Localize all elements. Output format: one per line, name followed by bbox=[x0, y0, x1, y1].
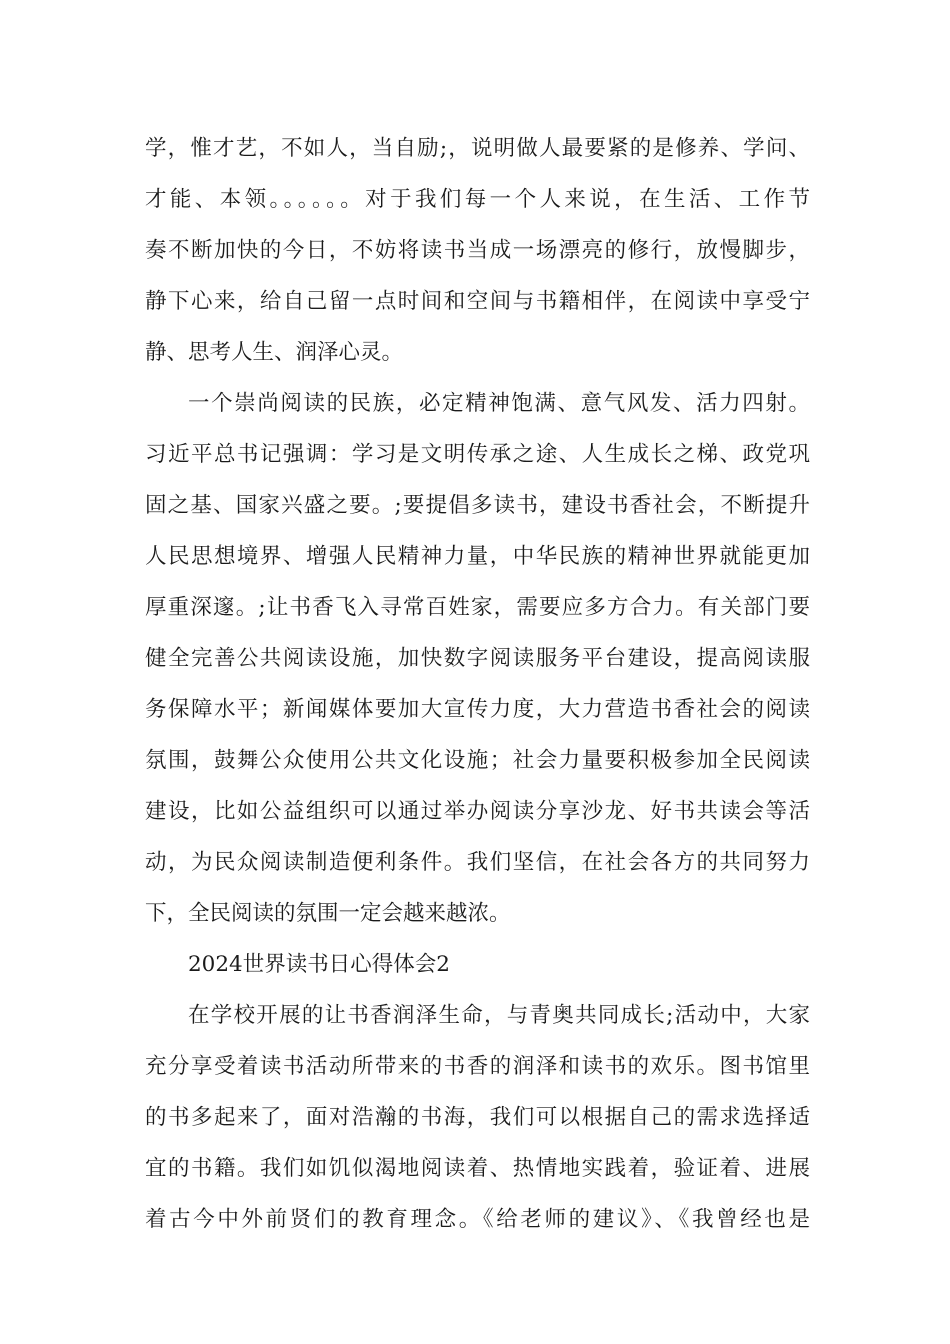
paragraph-2-line-7: 务保障水平；新闻媒体要加大宣传力度，大力营造书香社会的阅读 bbox=[145, 697, 810, 722]
paragraph-3-line-1: 在学校开展的让书香润泽生命，与青奥共同成长;活动中，大家 bbox=[188, 1003, 810, 1028]
paragraph-2-line-3: 固之基、国家兴盛之要。;要提倡多读书，建设书香社会，不断提升 bbox=[145, 493, 810, 518]
paragraph-1-line-4: 静下心来，给自己留一点时间和空间与书籍相伴，在阅读中享受宁 bbox=[145, 289, 810, 314]
paragraph-2-line-6: 健全完善公共阅读设施，加快数字阅读服务平台建设，提高阅读服 bbox=[145, 646, 810, 671]
paragraph-1-line-5: 静、思考人生、润泽心灵。 bbox=[145, 340, 404, 365]
paragraph-2-line-4: 人民思想境界、增强人民精神力量，中华民族的精神世界就能更加 bbox=[145, 544, 810, 569]
paragraph-1-line-3: 奏不断加快的今日，不妨将读书当成一场漂亮的修行，放慢脚步， bbox=[145, 238, 810, 263]
paragraph-3-line-4: 宜的书籍。我们如饥似渴地阅读着、热情地实践着，验证着、进展 bbox=[145, 1156, 810, 1181]
section-heading: 2024世界读书日心得体会2 bbox=[188, 952, 450, 977]
paragraph-3-line-5: 着古今中外前贤们的教育理念。《给老师的建议》、《我曾经也是 bbox=[145, 1207, 810, 1232]
paragraph-2-line-10: 动，为民众阅读制造便利条件。我们坚信，在社会各方的共同努力 bbox=[145, 850, 810, 875]
paragraph-1-line-2: 才能、本领。。。。。。对于我们每一个人来说，在生活、工作节 bbox=[145, 187, 810, 212]
paragraph-2-line-9: 建设，比如公益组织可以通过举办阅读分享沙龙、好书共读会等活 bbox=[145, 799, 810, 824]
paragraph-2-line-2: 习近平总书记强调：学习是文明传承之途、人生成长之梯、政党巩 bbox=[145, 442, 810, 467]
paragraph-3-line-3: 的书多起来了，面对浩瀚的书海，我们可以根据自己的需求选择适 bbox=[145, 1105, 810, 1130]
paragraph-2-line-11: 下，全民阅读的氛围一定会越来越浓。 bbox=[145, 901, 511, 926]
paragraph-2-line-1: 一个崇尚阅读的民族，必定精神饱满、意气风发、活力四射。 bbox=[188, 391, 810, 416]
paragraph-2-line-5: 厚重深邃。;让书香飞入寻常百姓家，需要应多方合力。有关部门要 bbox=[145, 595, 810, 620]
paragraph-1-line-1: 学，惟才艺，不如人，当自励;，说明做人最要紧的是修养、学问、 bbox=[145, 136, 810, 161]
paragraph-3-line-2: 充分享受着读书活动所带来的书香的润泽和读书的欢乐。图书馆里 bbox=[145, 1054, 810, 1079]
paragraph-2-line-8: 氛围，鼓舞公众使用公共文化设施；社会力量要积极参加全民阅读 bbox=[145, 748, 810, 773]
